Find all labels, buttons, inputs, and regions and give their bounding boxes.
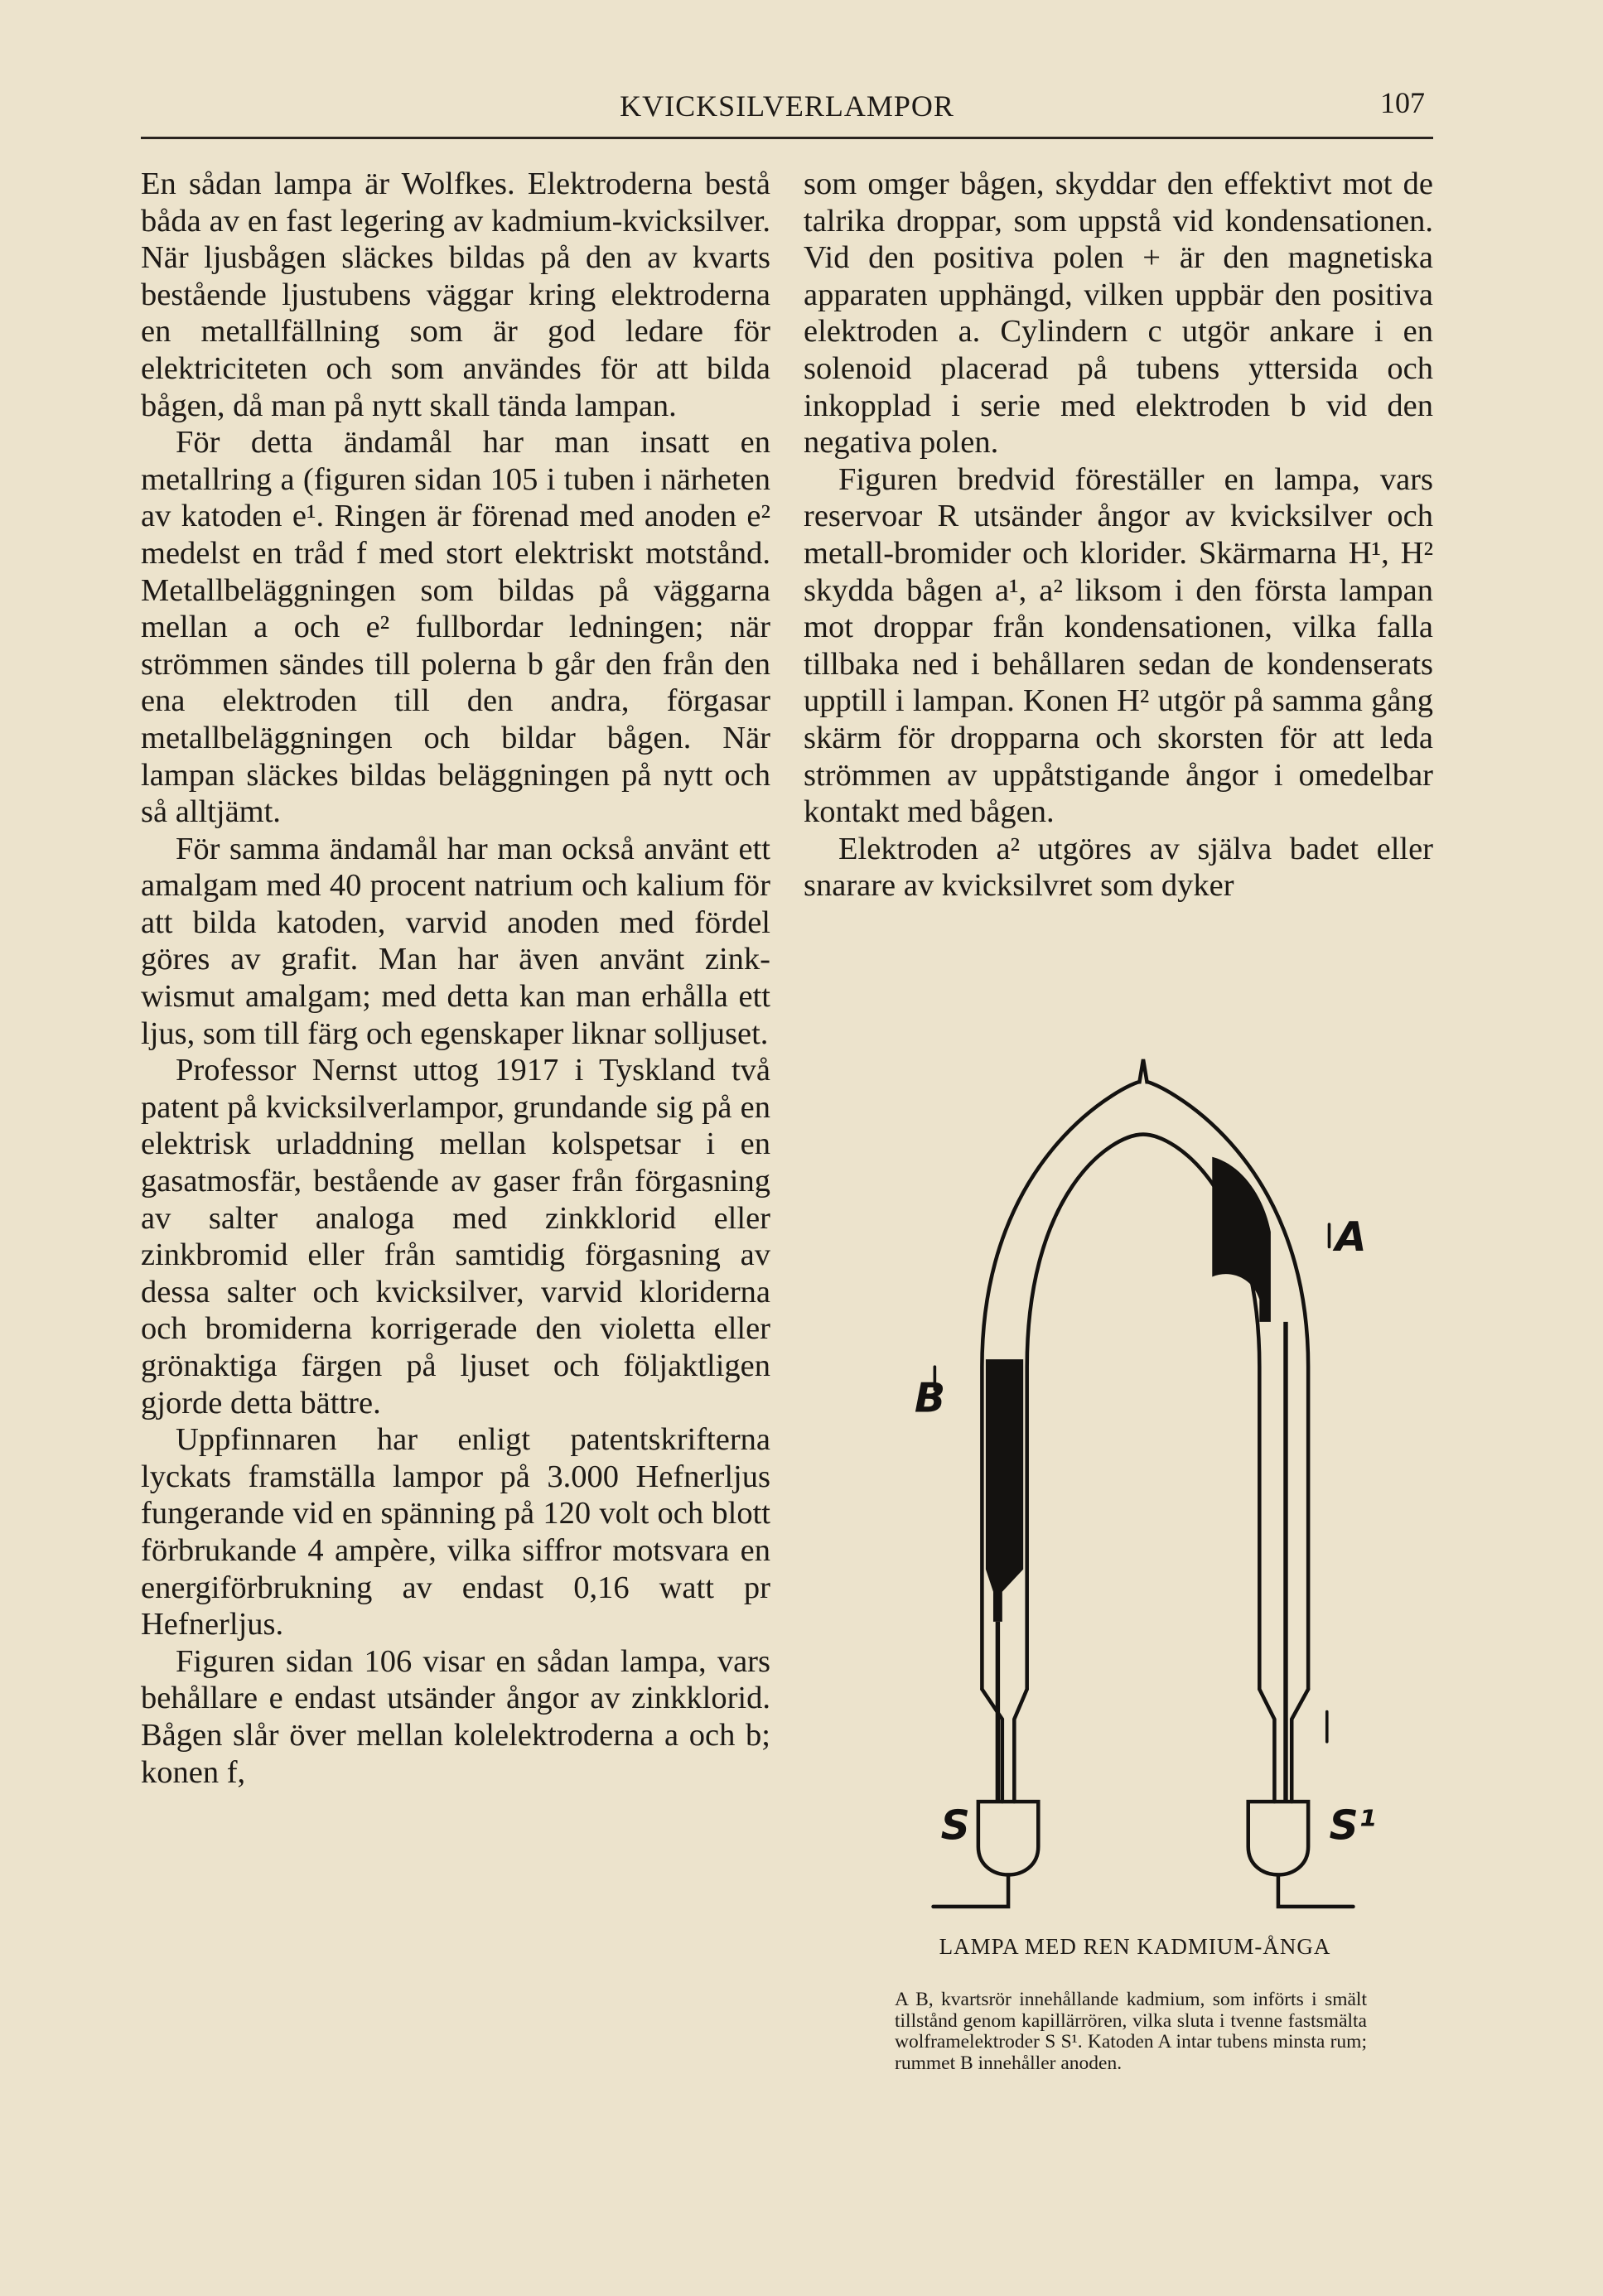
right-lead-wire <box>1278 1877 1354 1907</box>
paragraph: Professor Nernst uttog 1917 i Tyskland två patent på kvicksilverlampor, grundande sig på en elektrisk urladdning mellan kolspetsar i en gasatmosfär, bestående av gaser från förgasning av salter analoga med zinkklorid eller zinkbromid eller från samtidig förgasning av dessa salter och kvicksilver, varvid kloriderna och bromiderna korrigerade den violetta eller grönaktiga färgen på ljuset och följaktligen gjorde detta bättre. <box>141 1053 770 1421</box>
right-column <box>804 166 1433 904</box>
label-S: S <box>940 1802 970 1850</box>
left-column <box>141 166 770 1791</box>
page-number: 107 <box>1380 86 1425 119</box>
label-B: B <box>914 1374 946 1422</box>
figure-caption-title: LAMPA MED REN KADMIUM-ÅNGA <box>939 1934 1331 1959</box>
paragraph: Elektroden a² utgöres av själva badet eller snarare av kvicksilvret som dyker <box>804 831 1433 904</box>
left-capillary <box>982 1689 1026 1802</box>
paragraph: För samma ändamål har man också använt ett amalgam med 40 procent natrium och kalium för att bilda katoden, varvid anoden med fördel göres av grafit. Man har även använt zink-wismut amalgam; med detta kan man erhålla ett ljus, som till färg och egenskaper liknar solljuset. <box>141 831 770 1051</box>
cadmium-fill-left <box>986 1359 1023 1622</box>
running-head: KVICKSILVERLAMPOR <box>620 89 954 123</box>
left-lead-wire <box>934 1877 1009 1907</box>
paragraph: Figuren bredvid föreställer en lampa, vars reservoar R utsänder ångor av kvicksilver och metall-bromider och klorider. Skärmarna H¹, H² skydda bågen a¹, a² liksom i den första lampan mot droppar från kondensationen, vilka falla tillbaka ned i behållaren sedan de kondenserats upptill i lampan. Konen H² utgör på samma gång skärm för dropparna och skorsten för att leda strömmen av uppåtstigande ångor i omedelbar kontakt med bågen. <box>804 461 1433 830</box>
paragraph: Uppfinnaren har enligt patentskrifterna lyckats framställa lampor på 3.000 Hefnerljus fungerande vid en spänning på 120 volt och blott förbrukande 4 ampère, vilka siffror motsvara en energiförbrukning av endast 0,16 watt pr Hefnerljus. <box>141 1422 770 1642</box>
page-header <box>141 79 1433 139</box>
label-A: A <box>1335 1213 1367 1261</box>
lamp-figure <box>878 1052 1408 1922</box>
right-bulb <box>1248 1802 1308 1874</box>
paragraph: För detta ändamål har man insatt en metallring a (figuren sidan 105 i tuben i närheten av katoden e¹. Ringen är förenad med anoden e² medelst en tråd f med stort elektriskt motstånd. Metallbeläggningen som bildas på väggarna mellan a och e² fullbordar ledningen; när strömmen sändes till polerna b går den från den ena elektroden till den andra, förgasar metallbeläggningen och bildar bågen. När lampan släckes bildas beläggningen på nytt och så alltjämt. <box>141 425 770 830</box>
capillary-fill-lines <box>997 1322 1286 1802</box>
left-bulb <box>978 1802 1038 1874</box>
cadmium-fill-right <box>1212 1157 1271 1322</box>
paragraph: som omger bågen, skyddar den effektivt mot de talrika droppar, som uppstå vid kondensationen. Vid den positiva polen + är den magnetiska apparaten upphängd, vilken uppbär den positiva elektroden a. Cylindern c utgör ankare i en solenoid placerad på tubens yttersida och inkopplad i serie med elektroden b vid den negativa polen. <box>804 166 1433 461</box>
paragraph: Figuren sidan 106 visar en sådan lampa, vars behållare e endast utsänder ångor av zinkklorid. Bågen slår över mellan kolelektroderna a och b; konen f, <box>141 1643 770 1790</box>
figure-caption-text: A B, kvartsrör innehållande kadmium, som införts i smält tillstånd genom kapillärrören, vilka sluta i tvenne fastsmälta wolframelektroder S S¹. Katoden A intar tubens minsta rum; rummet B innehåller anoden. <box>895 1989 1367 2074</box>
cadmium-lamp-diagram <box>878 1052 1408 1922</box>
paragraph: En sådan lampa är Wolfkes. Elektroderna bestå båda av en fast legering av kadmium-kvicksilver. När ljusbågen släckes bildas på den av kvarts bestående ljustubens väggar kring elektroderna en metallfällning som är god ledare för elektriciteten och som användes för att bilda bågen, då man på nytt skall tända lampan. <box>141 166 770 423</box>
label-S1: S¹ <box>1329 1802 1377 1850</box>
